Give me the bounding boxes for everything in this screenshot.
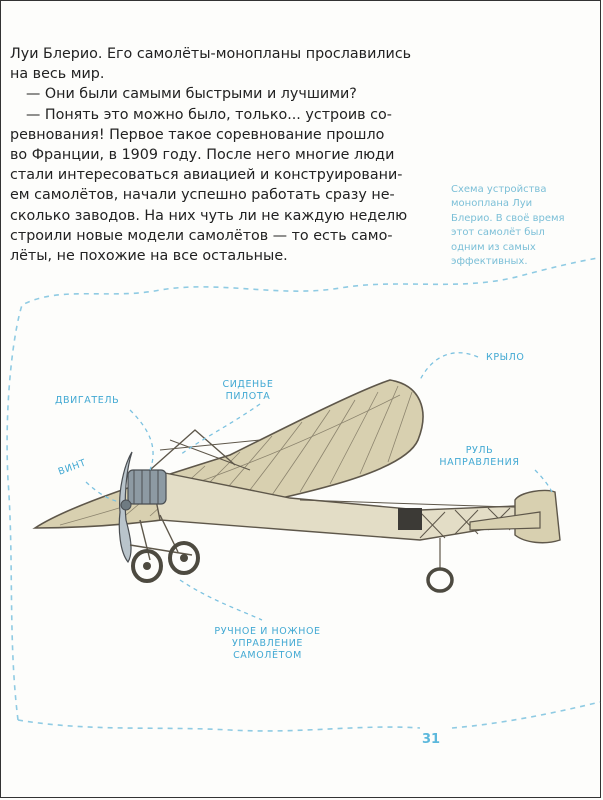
label-controls-line: УПРАВЛЕНИЕ <box>231 638 304 649</box>
engine-graphic <box>128 470 166 504</box>
label-rudder-line: РУЛЬ <box>465 445 494 456</box>
label-seat-line: СИДЕНЬЕ <box>222 379 274 390</box>
caption-line: эффективных. <box>451 256 528 268</box>
label-controls-line: САМОЛЁТОМ <box>233 650 302 661</box>
label-controls-line: РУЧНОЕ И НОЖНОЕ <box>214 626 321 637</box>
text-line: во Франции, в 1909 году. После него многие люди <box>10 147 395 164</box>
page-number: 31 <box>421 732 441 747</box>
dashed-panel-bottom <box>18 720 420 731</box>
text-line: строили новые модели самолётов — то есть само- <box>10 227 393 244</box>
text-line: сколько заводов. На них чуть ли не каждую неделю <box>10 207 408 224</box>
caption-line: одним из самых <box>451 241 536 253</box>
label-engine: ДВИГАТЕЛЬ <box>55 395 120 406</box>
text-line: на весь мир. <box>10 66 105 83</box>
text-line: стали интересоваться авиацией и конструировани- <box>10 167 403 184</box>
caption-line: Блерио. В своё время <box>451 212 565 224</box>
text-line: — Они были самыми быстрыми и лучшими? <box>26 86 357 103</box>
caption-line: этот самолёт был <box>451 227 545 239</box>
label-rudder <box>432 445 527 469</box>
caption-line: Схема устройства <box>451 184 547 195</box>
caption-line: моноплана Луи <box>451 198 533 210</box>
label-seat <box>213 379 283 403</box>
dashed-panel-bottom-right <box>452 702 600 728</box>
label-wing: КРЫЛО <box>486 352 525 363</box>
text-line: лёты, не похожие на все остальные. <box>10 248 288 265</box>
label-controls <box>210 626 325 662</box>
text-line: ревнования! Первое такое соревнование прошло <box>10 126 385 143</box>
label-propeller: ВИНТ <box>56 457 88 478</box>
text-line: Луи Блерио. Его самолёты-монопланы прославились <box>10 46 412 62</box>
text-line: — Понять это можно было, только... устроив со- <box>26 106 392 123</box>
label-seat-line: ПИЛОТА <box>225 391 271 402</box>
label-rudder-line: НАПРАВЛЕНИЯ <box>439 457 520 468</box>
text-line: ем самолётов, начали успешно работать сразу не- <box>10 187 395 204</box>
